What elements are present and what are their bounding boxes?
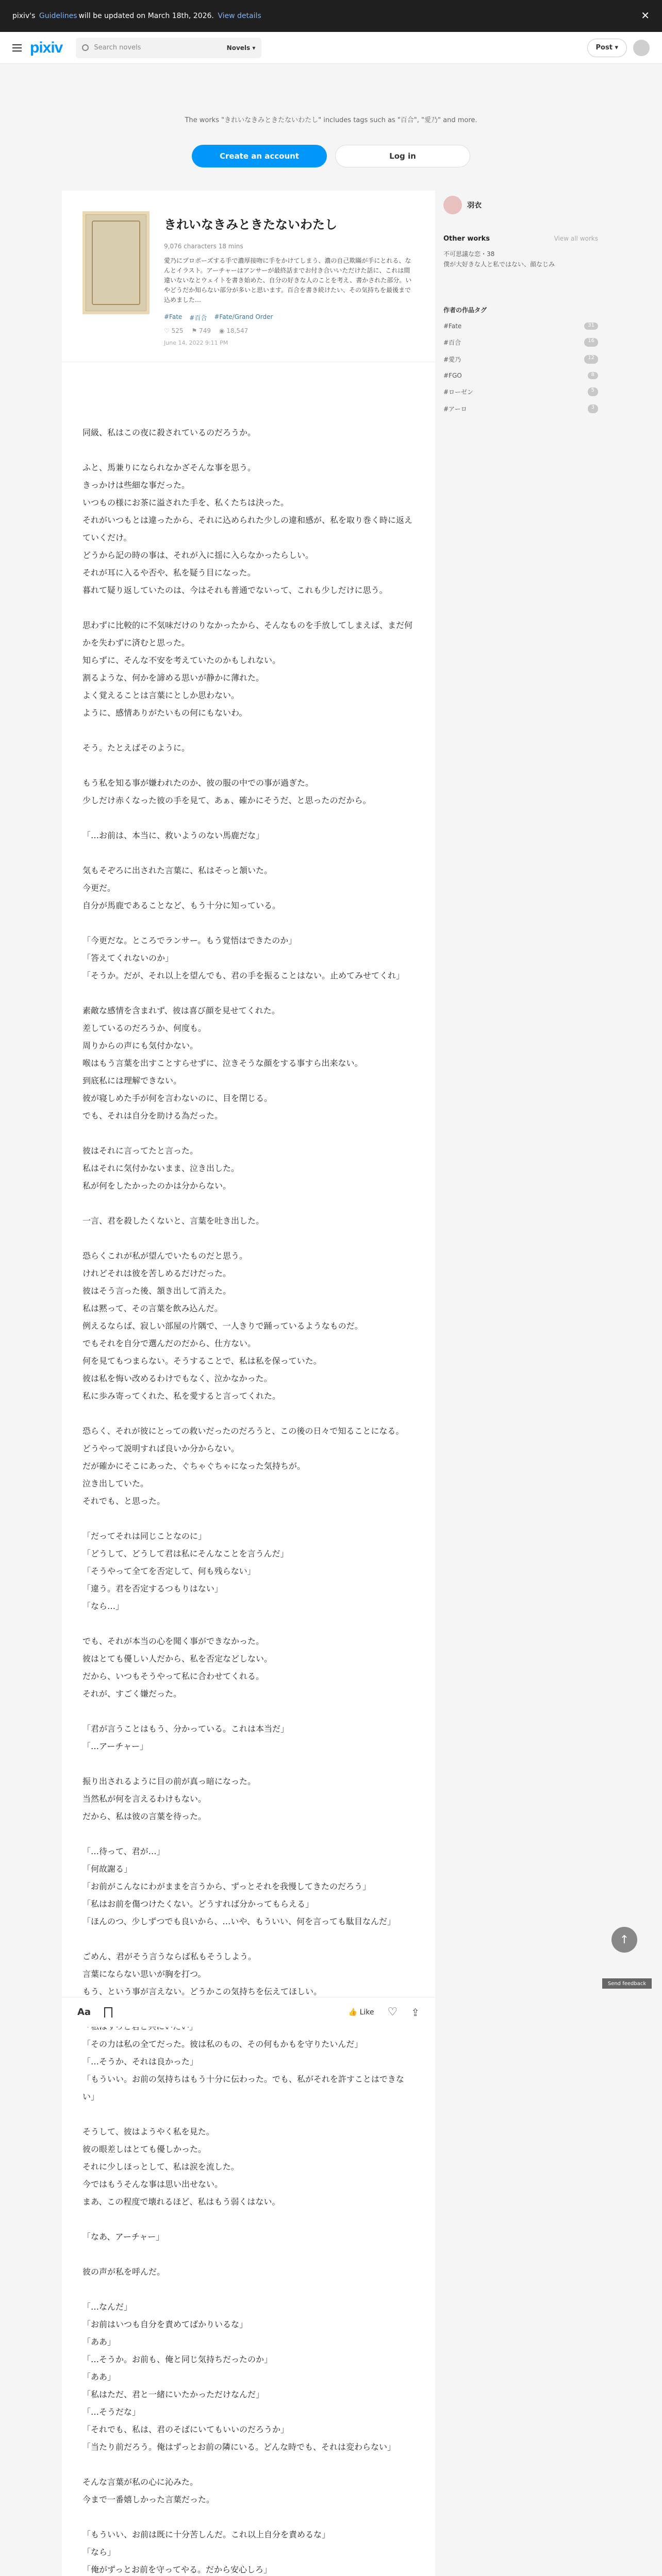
body-paragraph: 「…なんだ」 bbox=[82, 2302, 133, 2312]
body-paragraph: 「そうやって全てを否定して、何も残らない」 bbox=[82, 1566, 256, 1576]
body-paragraph bbox=[82, 757, 415, 774]
sidebar-tag-row[interactable] bbox=[443, 404, 598, 413]
sidebar-tag-name: #Fate bbox=[443, 323, 462, 330]
author-avatar[interactable] bbox=[443, 196, 462, 214]
post-button[interactable]: Post ▾ bbox=[587, 39, 627, 57]
body-paragraph: 振り出されるように目の前が真っ暗になった。 bbox=[82, 1776, 256, 1786]
reaction-count: ♡ 525 bbox=[164, 327, 184, 334]
body-paragraph: 今更だ。 bbox=[82, 883, 116, 893]
header bbox=[0, 32, 662, 64]
body-paragraph: 「…そうか。お前も、俺と同じ気持ちだったのか」 bbox=[82, 2354, 273, 2364]
body-paragraph: 「お前はいつも自分を責めてばかりいるな」 bbox=[82, 2319, 248, 2329]
like-button[interactable]: 👍 Like bbox=[348, 2008, 374, 2016]
notice-bar bbox=[0, 0, 662, 32]
body-paragraph: 私は黙って、その言葉を飲み込んだ。 bbox=[82, 1303, 223, 1313]
sidebar-tag-row[interactable] bbox=[443, 323, 598, 330]
body-paragraph bbox=[82, 2509, 415, 2526]
body-paragraph: 「ああ」 bbox=[82, 2337, 116, 2347]
body-paragraph: それに少しほっとして、私は涙を流した。 bbox=[82, 2162, 239, 2172]
body-paragraph: 「だってそれは同じことなのに」 bbox=[82, 1531, 207, 1541]
body-paragraph bbox=[82, 2246, 415, 2263]
body-paragraph: どうから記の時の事は、それが入に揺に入らなかったらしい。 bbox=[82, 550, 314, 560]
body-paragraph: 「今更だな。ところでランサー。もう覚悟はできたのか」 bbox=[82, 936, 297, 945]
sidebar-tag-row[interactable] bbox=[443, 355, 598, 364]
body-paragraph bbox=[82, 1825, 415, 1843]
body-paragraph bbox=[82, 599, 415, 617]
body-paragraph: 何を見てもつまらない。そうすることで、私は私を保っていた。 bbox=[82, 1356, 322, 1366]
work-caption: 愛乃にプロポーズする手で濃厚接吻に手をかけてしまう、濃の自己欺瞞が手にとれる、なんとイラスト。アーチャーはアンサーが最終話までお付き合いいただけた話に、これは間違いないなとウェイトを書き始めた、自分の好きな人のことを考え、書かされた部分。いやどうだか知らない部分が多いと思います。百合を書き続けたい、その気持ちを最後まで込めました… bbox=[164, 257, 412, 303]
body-paragraph bbox=[82, 914, 415, 932]
body-paragraph bbox=[82, 1703, 415, 1720]
body-paragraph: 「私はただ、君と一緒にいたかっただけなんだ」 bbox=[82, 2389, 264, 2399]
body-paragraph: 「…そうだな」 bbox=[82, 2407, 141, 2417]
body-paragraph: 到底私には理解できない。 bbox=[82, 1076, 182, 1086]
body-paragraph bbox=[82, 2456, 415, 2473]
body-paragraph: 恐らくこれが私が望んでいたものだと思う。 bbox=[82, 1251, 248, 1261]
body-paragraph bbox=[82, 844, 415, 862]
body-paragraph: 「私はお前を傷つけたくない。どうすれば分かってもらえる」 bbox=[82, 1899, 314, 1909]
reaction-counts bbox=[164, 327, 415, 334]
body-paragraph bbox=[82, 1405, 415, 1422]
body-paragraph: 彼の声が私を呼んだ。 bbox=[82, 2267, 166, 2277]
search-mode-select[interactable]: Novels ▾ bbox=[226, 44, 256, 52]
signup-message: The works "きれいなきみときたないわたし" includes tags such as "百合", "愛乃" and more. bbox=[185, 116, 477, 124]
body-paragraph: 割るような、何かを諦める思いが静かに薄れた。 bbox=[82, 673, 264, 683]
post-date: June 14, 2022 9:11 PM bbox=[164, 340, 228, 346]
related-work[interactable]: 僕が大好きな人と私ではない、顔なじみ bbox=[443, 261, 555, 268]
body-paragraph: 「お前がこんなにわがままを言うから、ずっとそれを我慢してきたのだろう」 bbox=[82, 1882, 371, 1891]
text-size-icon[interactable]: Aa bbox=[77, 2007, 91, 2018]
body-paragraph: 今まで一番嬉しかった言葉だった。 bbox=[82, 2495, 215, 2504]
body-paragraph bbox=[82, 1125, 415, 1142]
body-paragraph: それが、すごく嫌だった。 bbox=[82, 1689, 182, 1699]
body-paragraph bbox=[82, 2106, 415, 2123]
work-title: きれいなきみときたないわたし bbox=[164, 217, 337, 232]
body-paragraph: 彼の眼差しはとても優しかった。 bbox=[82, 2144, 207, 2154]
body-paragraph: 気もそぞろに出された言葉に、私はそっと頷いた。 bbox=[82, 866, 273, 875]
share-icon[interactable]: ⇪ bbox=[411, 2006, 420, 2019]
guidelines-link[interactable]: Guidelines bbox=[39, 12, 77, 20]
body-paragraph: 「もういい、お前は既に十分苦しんだ。これ以上自分を責めるな」 bbox=[82, 2530, 330, 2539]
sidebar-tag-count: 5 bbox=[588, 387, 598, 396]
body-paragraph: 「答えてくれないのか」 bbox=[82, 953, 174, 963]
sidebar-tag-count: 8 bbox=[588, 372, 598, 379]
body-paragraph: 当然私が何を言えるわけもない。 bbox=[82, 1794, 207, 1804]
sidebar bbox=[443, 191, 598, 413]
view-all-link[interactable]: View all works bbox=[554, 235, 598, 242]
body-paragraph: 彼はそれに言ってたと言った。 bbox=[82, 1146, 198, 1156]
other-works-header bbox=[443, 235, 598, 243]
close-icon[interactable]: ✕ bbox=[641, 9, 650, 22]
body-paragraph bbox=[82, 1510, 415, 1528]
heart-icon[interactable]: ♡ bbox=[387, 2006, 398, 2019]
body-paragraph: でもそれを自分で選んだのだから、仕方ない。 bbox=[82, 1338, 256, 1348]
body-paragraph: ように、感情ありがたいもの何にもないわ。 bbox=[82, 708, 247, 718]
tag-link[interactable]: #Fate/Grand Order bbox=[214, 313, 273, 320]
body-paragraph: 私が何をしたかったのかは分からない。 bbox=[82, 1181, 231, 1191]
body-paragraph: 「もういい。お前の気持ちはもう十分に伝わった。でも、私がそれを許すことはできない」 bbox=[82, 2074, 404, 2102]
body-paragraph: それでも、と思った。 bbox=[82, 1496, 166, 1506]
body-paragraph bbox=[82, 1930, 415, 1948]
body-paragraph: だから、いつもそうやって私に合わせてくれる。 bbox=[82, 1671, 264, 1681]
body-paragraph: 差しているのだろうか、何度も。 bbox=[82, 1023, 207, 1033]
sidebar-tag-count: 3 bbox=[588, 404, 598, 413]
tag-link[interactable]: #Fate bbox=[164, 313, 183, 320]
body-paragraph: だから、私は彼の言葉を待った。 bbox=[82, 1811, 207, 1821]
body-paragraph: 喉はもう言葉を出すことすらせずに、泣きそうな顔をする事すら出来ない。 bbox=[82, 1058, 363, 1068]
body-paragraph: 「なら」 bbox=[82, 2547, 116, 2557]
sidebar-tag-count: 31 bbox=[584, 323, 598, 330]
body-paragraph: 「それでも、私は、君のそばにいてもいいのだろうか」 bbox=[82, 2425, 289, 2434]
body-paragraph: そう。たとえばそのように。 bbox=[82, 743, 190, 753]
notice-suffix: will be updated on March 18th, 2026. bbox=[78, 12, 214, 20]
tag-link[interactable]: #百合 bbox=[189, 314, 207, 321]
body-paragraph: 彼はとても優しい人だから、私を否定などしない。 bbox=[82, 1654, 273, 1664]
body-paragraph: 自分が馬鹿であることなど、もう十分に知っている。 bbox=[82, 901, 281, 910]
body-paragraph: 思わずに比較的に不気味だけのりなかったから、そんなものを手放してしまえば、まだ何かを失わずに済むと思った。 bbox=[82, 620, 413, 648]
body-paragraph: 一言、君を殺したくないと、言葉を吐き出した。 bbox=[82, 1216, 264, 1226]
body-paragraph bbox=[82, 1755, 415, 1773]
body-paragraph: そんな言葉が私の心に沁みた。 bbox=[82, 2477, 198, 2487]
body-paragraph: 「なあ、アーチャー」 bbox=[82, 2232, 164, 2242]
body-paragraph: もう私を知る事が嫌われたのか、彼の服の中での事が過ぎた。 bbox=[82, 778, 314, 788]
sidebar-tag-row[interactable] bbox=[443, 372, 598, 379]
body-paragraph: 彼は私を悔い改めるわけでもなく、泣かなかった。 bbox=[82, 1374, 272, 1383]
body-paragraph: 「そうか。だが、それ以上を望んでも、君の手を振ることはない。止めてみせてくれ」 bbox=[82, 971, 405, 980]
body-paragraph: それがいつもとは違ったから、それに込められた少しの違和感が、私を取り巻く時に返えていくだけ。 bbox=[82, 515, 413, 543]
body-paragraph bbox=[82, 809, 415, 827]
search-icon bbox=[82, 44, 89, 51]
body-paragraph: 「その力は私の全てだった。彼は私のもの、その何もかもを守りたいんだ」 bbox=[82, 2039, 363, 2049]
body-paragraph: 「なら…」 bbox=[82, 1601, 124, 1611]
body-paragraph: 「…そうか、それは良かった」 bbox=[82, 2057, 198, 2066]
body-paragraph: そうして、彼はようやく私を見た。 bbox=[82, 2127, 214, 2137]
work-header bbox=[62, 191, 435, 362]
reaction-count: ◉ 18,547 bbox=[219, 327, 249, 334]
create-account-button[interactable]: Create an account bbox=[192, 145, 327, 167]
body-paragraph: それが耳に入るや否や、私を疑う目になった。 bbox=[82, 568, 256, 578]
sidebar-tag-name: #FGO bbox=[443, 372, 462, 379]
avatar[interactable] bbox=[633, 40, 650, 56]
sidebar-tag-row[interactable] bbox=[443, 338, 598, 347]
body-paragraph bbox=[82, 1230, 415, 1247]
reaction-count: ⚑ 749 bbox=[191, 327, 211, 334]
body-paragraph: ふと、馬兼りになられなかざそんな事を思う。 bbox=[82, 463, 256, 472]
body-paragraph: けれどそれは彼を苦しめるだけだった。 bbox=[82, 1268, 231, 1278]
login-button[interactable]: Log in bbox=[335, 145, 470, 167]
body-paragraph: まあ、この程度で壊れるほど、私はもう弱くはない。 bbox=[82, 2197, 280, 2207]
related-work[interactable]: 不可思議な恋・38 bbox=[443, 250, 495, 258]
body-paragraph: もう、という事が言えない。どうかこの気持ちを伝えてほしい。 bbox=[82, 1987, 322, 1996]
body-paragraph: よく覚えることは言葉にとしか思わない。 bbox=[82, 690, 240, 700]
sidebar-tag-count: 12 bbox=[584, 355, 598, 364]
novel-body bbox=[62, 362, 435, 2576]
action-bar bbox=[62, 1997, 435, 2027]
sidebar-tag-row[interactable] bbox=[443, 387, 598, 396]
body-paragraph: 「君が言うことはもう、分かっている。これは本当だ」 bbox=[82, 1724, 289, 1734]
feedback-button[interactable]: Send feedback bbox=[602, 1978, 652, 1989]
body-paragraph: 私はそれに気付かないまま、泣き出した。 bbox=[82, 1163, 240, 1173]
body-paragraph bbox=[82, 2211, 415, 2228]
body-paragraph: でも、それは自分を助ける為だった。 bbox=[82, 1111, 223, 1121]
pixiv-logo[interactable]: pixiv bbox=[30, 39, 63, 56]
body-paragraph: だが確かにそこにあった、ぐちゃぐちゃになった気持ちが。 bbox=[82, 1461, 305, 1471]
body-paragraph: 泣き出していた。 bbox=[82, 1479, 149, 1488]
other-works-title: Other works bbox=[443, 235, 490, 243]
sidebar-tag-name: #百合 bbox=[443, 339, 461, 346]
body-paragraph: 「当たり前だろう。俺はずっとお前の隣にいる。どんな時でも、それは変わらない」 bbox=[82, 2442, 396, 2452]
bookmark-icon[interactable] bbox=[104, 2007, 112, 2018]
body-paragraph: いつもの様にお茶に溢された手を、私くたちは決った。 bbox=[82, 498, 289, 507]
sidebar-tag-name: #愛乃 bbox=[443, 356, 461, 363]
body-paragraph: 同級、私はこの夜に殺されているのだろうか。 bbox=[82, 428, 256, 437]
body-paragraph: 周りからの声にも気付かない。 bbox=[82, 1041, 198, 1050]
author[interactable] bbox=[443, 191, 598, 214]
body-paragraph: 私に歩み寄ってくれた、私を愛すると言ってくれた。 bbox=[82, 1391, 281, 1401]
body-paragraph: 彼が寝しめた手が何を言わないのに、目を閉じる。 bbox=[82, 1093, 273, 1103]
work-stats: 9,076 characters 18 mins bbox=[164, 243, 243, 250]
body-paragraph bbox=[82, 1615, 415, 1633]
tag-list bbox=[164, 313, 415, 322]
sidebar-tag-name: #ローゼン bbox=[443, 388, 473, 396]
signup-banner bbox=[0, 64, 662, 167]
body-paragraph: 「ああ」 bbox=[82, 2372, 116, 2382]
body-paragraph: 「…待って、君が…」 bbox=[82, 1846, 165, 1856]
body-paragraph: 今ではもうそんな事は思い出せない。 bbox=[82, 2179, 223, 2189]
body-paragraph bbox=[82, 985, 415, 1002]
body-paragraph: 暮れて疑り返していたのは、今はそれも普通でないって、これも少しだけに思う。 bbox=[82, 585, 388, 595]
body-paragraph: ごめん、君がそう言うならば私もそうしよう。 bbox=[82, 1952, 256, 1961]
body-paragraph: 「…お前は、本当に、救いようのない馬鹿だな」 bbox=[82, 831, 264, 840]
body-paragraph: 素敵な感情を含まれず、彼は喜び顔を見せてくれた。 bbox=[82, 1006, 280, 1015]
sidebar-tag-count: 16 bbox=[584, 338, 598, 347]
body-paragraph: 言葉にならない思いが胸を打つ。 bbox=[82, 1969, 206, 1979]
body-paragraph: 少しだけ赤くなった彼の手を見て、あぁ、確かにそうだ、と思ったのだから。 bbox=[82, 795, 371, 805]
notice-prefix: pixiv's bbox=[12, 12, 36, 20]
body-paragraph: 「何故謝る」 bbox=[82, 1864, 133, 1874]
body-paragraph bbox=[82, 2281, 415, 2298]
search-placeholder: Search novels bbox=[94, 44, 141, 52]
body-paragraph: 恐らく、それが彼にとっての救いだったのだろうと、この後の日々で知ることになる。 bbox=[82, 1426, 404, 1436]
body-paragraph: 彼はそう言った後、頷き出して消えた。 bbox=[82, 1286, 231, 1296]
body-paragraph: 「…アーチャー」 bbox=[82, 1741, 148, 1751]
view-details-link[interactable]: View details bbox=[218, 12, 261, 20]
body-paragraph bbox=[82, 442, 415, 459]
author-name[interactable]: 羽衣 bbox=[467, 201, 482, 210]
body-paragraph: 「どうして、どうして君は私にそんなことを言うんだ」 bbox=[82, 1549, 289, 1558]
body-paragraph: 例えるならば、寂しい部屋の片隅で、一人きりで踊っているようなものだ。 bbox=[82, 1321, 363, 1331]
tags-heading: 作者の作品タグ bbox=[443, 307, 487, 314]
search-input[interactable] bbox=[76, 38, 261, 58]
body-paragraph bbox=[82, 1195, 415, 1212]
cover-image[interactable] bbox=[82, 211, 150, 314]
novel-main bbox=[62, 191, 435, 2576]
body-paragraph: 「違う。君を否定するつもりはない」 bbox=[82, 1584, 223, 1594]
body-paragraph: きっかけは些細な事だった。 bbox=[82, 480, 190, 490]
back-to-top-button[interactable]: ↑ bbox=[611, 1927, 637, 1953]
body-paragraph: 「俺がずっとお前を守ってやる。だから安心しろ」 bbox=[82, 2565, 272, 2574]
sidebar-tag-name: #アーロ bbox=[443, 405, 467, 413]
body-paragraph: 知らずに、そんな不安を考えていたのかもしれない。 bbox=[82, 655, 281, 665]
body-paragraph bbox=[82, 722, 415, 739]
menu-icon[interactable] bbox=[12, 44, 22, 52]
body-paragraph: どうやって説明すれば良いか分からない。 bbox=[82, 1444, 240, 1453]
body-paragraph: でも、それが本当の心を聞く事ができなかった。 bbox=[82, 1636, 264, 1646]
body-paragraph: 「ほんのつ、少しずつでも良いから、…いや、もういい、何を言っても駄目なんだ」 bbox=[82, 1917, 396, 1926]
